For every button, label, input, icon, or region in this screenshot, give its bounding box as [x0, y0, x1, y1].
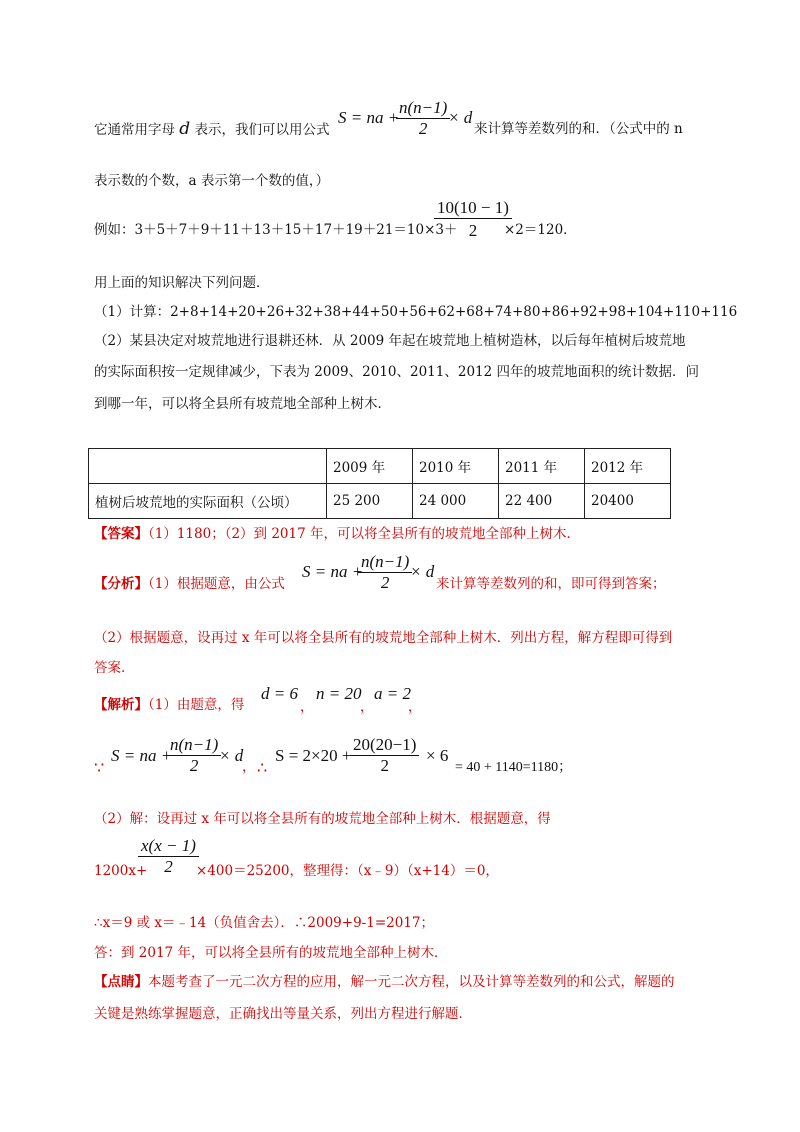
table-cell: 25 200	[327, 484, 413, 519]
fraction-numerator: n(n−1)	[170, 735, 219, 754]
comment-tag: 【点睛】	[94, 974, 148, 990]
example-fraction	[434, 198, 512, 241]
fraction-numerator: n(n−1)	[399, 98, 448, 117]
fraction-denominator: 2	[138, 856, 199, 877]
table-cell	[89, 449, 327, 484]
equation-rest: ×400＝25200，整理得：（x﹣9）（x+14）＝0，	[196, 863, 499, 879]
text-segment: 它通常用字母	[94, 122, 175, 138]
analysis-line-2: （2）根据题意，设再过 x 年可以将全县所有的坡荒地全部种上树木．列出方程，解方程即可得到	[94, 630, 673, 646]
formula-fraction	[350, 735, 419, 776]
formula-lhs: S = na +	[302, 562, 364, 581]
intro-line-1	[94, 119, 329, 140]
comment-line-2: 关键是熟练掌握题意，正确找出等量关系，列出方程进行解题．	[94, 1006, 472, 1022]
fraction-numerator: n(n−1)	[361, 552, 410, 571]
answer-line	[94, 524, 580, 544]
solution-final-answer: 答：到 2017 年，可以将全县所有的坡荒地全部种上树木．	[94, 945, 448, 961]
fraction-denominator: 2	[167, 755, 221, 776]
answer-text: （1）1180；（2）到 2017 年，可以将全县所有的坡荒地全部种上树木．	[148, 526, 580, 542]
formula-tail: × d	[448, 108, 473, 127]
fraction-denominator: 2	[350, 755, 419, 776]
formula-fraction	[358, 552, 412, 593]
d-value: d = 6	[261, 684, 298, 703]
table-header: 2011 年	[499, 449, 585, 484]
answer-tag: 【答案】	[94, 526, 148, 542]
formula-lhs: S = na +	[338, 108, 400, 127]
solution-text: （1）由题意，得	[148, 697, 245, 713]
question-1: （1）计算：2+8+14+20+26+32+38+44+50+56+62+68+74+80+86+92+98+104+110+116	[94, 304, 738, 320]
table-row	[89, 484, 671, 519]
formula-tail: × 6	[426, 746, 449, 765]
variable-d: d	[179, 119, 191, 139]
text-segment: 表示，我们可以用公式	[194, 122, 330, 138]
a-value: a = 2	[374, 684, 411, 703]
fraction-numerator: 20(20−1)	[353, 735, 417, 754]
formula-result: = 40 + 1140=1180；	[455, 760, 573, 775]
formula-lhs: S = 2×20 +	[275, 746, 352, 765]
fraction-numerator: x(x − 1)	[141, 836, 196, 855]
fraction-denominator: 2	[396, 118, 450, 139]
table-cell: 24 000	[413, 484, 499, 519]
analysis-tag: 【分析】	[94, 576, 148, 592]
table-header: 2010 年	[413, 449, 499, 484]
question-2-line-3: 到哪一年，可以将全县所有坡荒地全部种上树木．	[94, 396, 391, 412]
separator-comma: ，	[300, 699, 314, 715]
table-header: 2012 年	[585, 449, 671, 484]
solution-part-2: （2）解：设再过 x 年可以将全县所有的坡荒地全部种上树木．根据题意，得	[94, 811, 551, 827]
table-cell: 20400	[585, 484, 671, 519]
fraction-denominator: 2	[358, 572, 412, 593]
comment-text: 本题考查了一元二次方程的应用，解一元二次方程，以及计算等差数列的和公式，解题的	[148, 974, 675, 990]
intro-problems: 用上面的知识解决下列问题．	[94, 275, 270, 291]
formula-fraction	[396, 98, 450, 139]
equation-start: 1200x+	[94, 863, 148, 879]
table-row-label: 植树后坡荒地的实际面积（公顷）	[89, 484, 327, 519]
solution-line-1	[94, 695, 244, 715]
separator-comma: ，	[408, 699, 422, 715]
separator-comma: ，	[242, 759, 256, 775]
table-header: 2009 年	[327, 449, 413, 484]
formula-tail: × d	[410, 562, 435, 581]
because-symbol: ∵	[94, 760, 105, 777]
analysis-line-1-end: 来计算等差数列的和，即可得到答案；	[436, 576, 666, 592]
formula-fraction	[167, 735, 221, 776]
formula-tail: × d	[219, 746, 244, 765]
solution-roots: ∴x＝9 或 x＝﹣14（负值舍去）．∴2009+9-1=2017；	[94, 915, 434, 931]
table-header-row	[89, 449, 671, 484]
analysis-text: （1）根据题意，由公式	[148, 576, 285, 592]
solution-tag: 【解析】	[94, 697, 148, 713]
example-result: ×2＝120．	[504, 222, 577, 238]
area-table	[88, 448, 671, 519]
analysis-line-3: 答案．	[94, 660, 135, 676]
n-value: n = 20	[316, 684, 362, 703]
table-cell: 22 400	[499, 484, 585, 519]
fraction-denominator: 2	[434, 218, 512, 241]
question-2-line-1: （2）某县决定对坡荒地进行退耕还林．从 2009 年起在坡荒地上植树造林，以后每年植树后坡荒地	[94, 333, 686, 349]
analysis-line-1	[94, 574, 285, 594]
equation-fraction	[138, 836, 199, 877]
fraction-numerator: 10(10 − 1)	[437, 198, 509, 217]
example-line: 例如：3＋5＋7＋9＋11＋13＋15＋17＋19＋21＝10×3＋	[94, 222, 458, 238]
therefore-symbol: ∴	[257, 760, 268, 777]
intro-line-2: 表示数的个数，a 表示第一个数的值，）	[94, 173, 330, 189]
separator-comma: ，	[360, 699, 374, 715]
comment-line-1	[94, 972, 675, 992]
formula-lhs: S = na +	[111, 746, 173, 765]
intro-line-1-end: 来计算等差数列的和．（公式中的 n	[474, 121, 683, 137]
question-2-line-2: 的实际面积按一定规律减少，下表为 2009、2010、2011、2012 四年的坡荒地面积的统计数据．问	[94, 364, 700, 380]
